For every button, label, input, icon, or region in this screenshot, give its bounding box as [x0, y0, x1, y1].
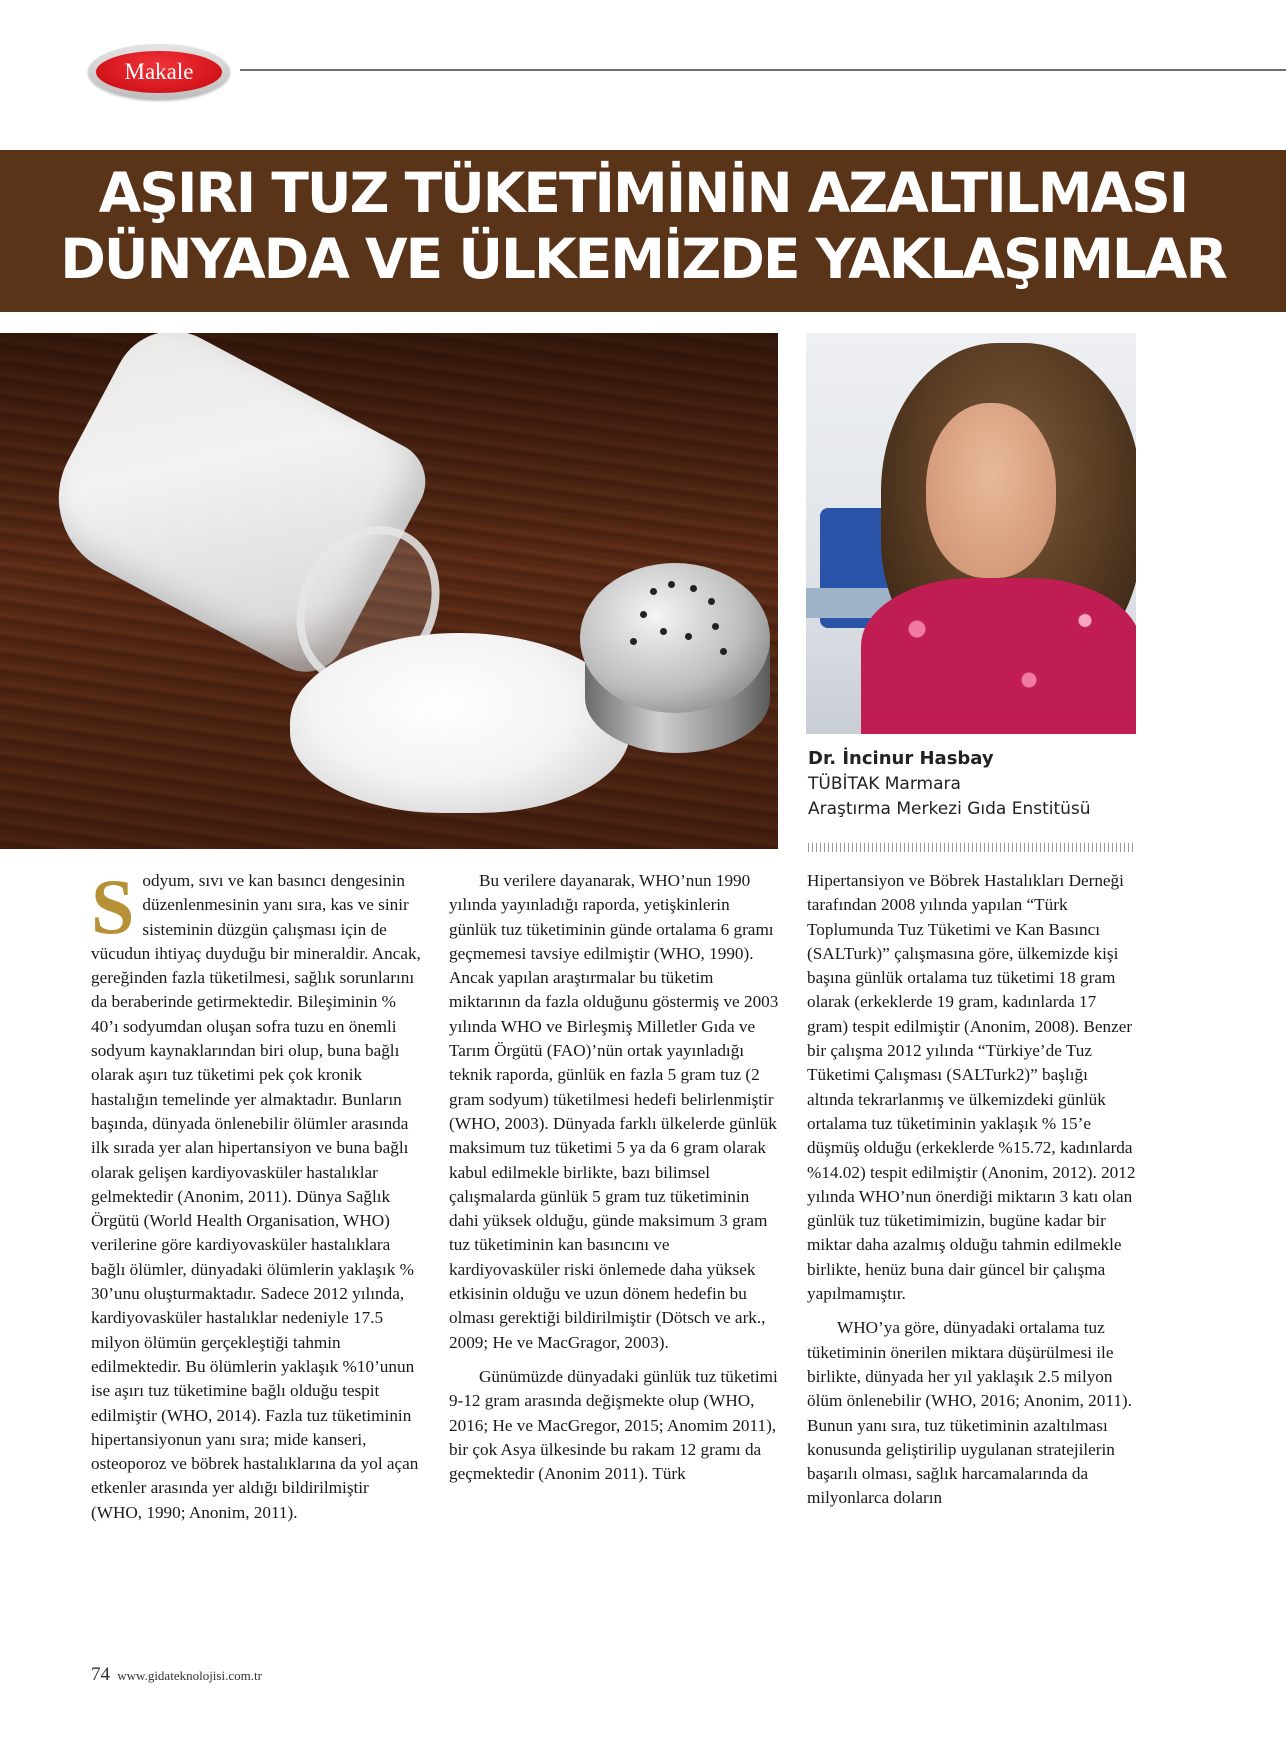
- cap-hole: [708, 598, 715, 605]
- column3-paragraph1: Hipertansiyon ve Böbrek Hastalıkları Derneği tarafından 2008 yılında yapılan “Türk Toplumunda Tuz Tüketimi ve Kan Basıncı (SALTurk)” çalışmasına göre, ülkemizde kişi başına günlük ortalama tuz tüketimi 18 gram olarak (erkeklerde 19 gram, kadınlarda 17 gram) tespit edilmiştir (Anonim, 2008). Benzer bir çalışma 2012 yılında “Türkiye’de Tuz Tüketimi Çalışması (SALTurk2)” başlığı altında tekrarlanmış ve ülkemizdeki günlük ortalama tuz tüketiminin yaklaşık % 15’e düşmüş olduğu (erkeklerde %15.72, kadınlarda %14.02) tespit edilmiştir (Anonim, 2012). 2012 yılında WHO’nun önerdiği miktarın 3 katı olan günlük tuz tüketimimizin, bugüne kadar bir miktar daha azalmış olduğu tahmin edilmekle birlikte, henüz buna dair güncel bir çalışma yapılmamıştır.: [807, 871, 1136, 1304]
- cap-hole: [668, 581, 675, 588]
- section-badge-label: Makale: [96, 51, 222, 93]
- salt-pile: [290, 633, 630, 813]
- article-title-line2: DÜNYADA VE ÜLKEMİZDE YAKLAŞIMLAR: [60, 227, 1226, 291]
- author-divider: [808, 843, 1136, 852]
- text-column-2: [449, 869, 779, 1496]
- portrait-dress: [861, 578, 1136, 734]
- column1-paragraph: [91, 863, 421, 1525]
- cap-hole: [640, 611, 647, 618]
- drop-cap: S: [91, 863, 135, 950]
- cap-hole: [690, 585, 697, 592]
- header-rule: [240, 69, 1286, 71]
- column2-paragraph1: Bu verilere dayanarak, WHO’nun 1990 yılında yayınladığı raporda, yetişkinlerin günlük tuz tüketiminin günde ortalama 6 gramı geçmemesi tavsiye edilmiştir (WHO, 1990). Ancak yapılan araştırmalar bu tüketim miktarının da fazla olduğunu göstermiş ve 2003 yılında WHO ve Birleşmiş Milletler Gıda ve Tarım Örgütü (FAO)’nün ortak yayınladığı teknik raporda, günlük en fazla 5 gram tuz (2 gram sodyum) tüketilmesi hedefi belirlenmiştir (WHO, 2003). Dünyada farklı ülkelerde günlük maksimum tuz tüketimi 5 ya da 6 gram olarak kabul edilmekle birlikte, bazı bilimsel çalışmalarda günlük 5 gram tuz tüketiminin dahi yüksek olduğu, günde maksimum 3 gram tuz tüketiminin kan basıncını ve kardiyovasküler riski önlemede daha yüksek etkisinin olduğu ve uzun dönem hedefin bu olması gerektiği bildirilmiştir (Dötsch ve ark., 2009; He ve MacGragor, 2003).: [449, 871, 779, 1352]
- column3-paragraph2: WHO’ya göre, dünyadaki ortalama tuz tüketiminin önerilen miktara düşürülmesi ile birlikte, dünyada her yıl yaklaşık 2.5 milyon ölüm önlenebilir (WHO, 2016; Anonim, 2011). Bunun yanı sıra, tuz tüketiminin azaltılması konusunda geliştirilip uygulanan stratejilerin başarılı olması, sağlık harcamalarında da milyonlarca doların: [807, 1318, 1132, 1508]
- shaker-cap: [580, 563, 770, 713]
- author-org-line1: TÜBİTAK Marmara: [808, 774, 961, 794]
- author-block: [808, 746, 1091, 822]
- text-column-1: [91, 863, 421, 1535]
- footer-website: www.gidateknolojisi.com.tr: [117, 1668, 262, 1683]
- article-title-line1: AŞIRI TUZ TÜKETİMİNİN AZALTILMASI: [98, 161, 1188, 225]
- page-number: 74: [91, 1664, 110, 1685]
- page-footer: [91, 1664, 262, 1686]
- cap-hole: [712, 623, 719, 630]
- cap-hole: [650, 588, 657, 595]
- author-portrait-photo: [806, 333, 1136, 734]
- cap-hole: [720, 648, 727, 655]
- author-org-line2: Araştırma Merkezi Gıda Enstitüsü: [808, 799, 1091, 819]
- section-badge: [88, 44, 230, 100]
- author-name: Dr. İncinur Hasbay: [808, 748, 994, 769]
- column2-paragraph2: Günümüzde dünyadaki günlük tuz tüketimi 9-12 gram arasında değişmekte olup (WHO, 2016; He ve MacGregor, 2015; Anomim 2011), bir çok Asya ülkesinde bu rakam 12 gramı da geçmektedir (Anonim 2011). Türk: [449, 1366, 778, 1484]
- column1-paragraph1-text: odyum, sıvı ve kan basıncı dengesinin düzenlenmesinin yanı sıra, kas ve sinir sisteminin düzgün çalışması için de vücudun ihtiyaç duyduğu bir mineraldir. Ancak, gereğinden fazla tüketilmesi, sağlık sorunlarını da beraberinde getirmektedir. Bileşiminin % 40’ı sodyumdan oluşan sofra tuzu en önemli sodyum kaynaklarından biri olup, buna bağlı olarak aşırı tuz tüketimi pek çok kronik hastalığın temelinde yer almaktadır. Bunların başında, dünyada önlenebilir ölümler arasında ilk sırada yer alan hipertansiyon ve buna bağlı olarak gelişen kardiyovasküler hastalıklar gelmektedir (Anonim, 2011). Dünya Sağlık Örgütü (World Health Organisation, WHO) verilerine göre kardiyovasküler hastalıklara bağlı ölümler, dünyadaki ölümlerin yaklaşık % 30’unu oluşturmaktadır. Sadece 2012 yılında, kardiyovasküler hastalıklar nedeniyle 17.5 milyon ölümün gerçekleştiği tahmin edilmektedir. Bu ölümlerin yaklaşık %10’unun ise aşırı tuz tüketimine bağlı olduğu tespit edilmiştir (WHO, 2014). Fazla tuz tüketiminin hipertansiyonun yanı sıra; mide kanseri, osteoporoz ve böbrek hastalıklarına da yol açan etkenler arasında yer aldığı bildirilmiştir (WHO, 1990; Anonim, 2011).: [91, 871, 421, 1522]
- portrait-face: [926, 403, 1056, 578]
- cap-hole: [660, 628, 667, 635]
- cap-hole: [630, 638, 637, 645]
- salt-shaker-photo: [0, 333, 778, 849]
- text-column-3: [807, 869, 1137, 1521]
- cap-hole: [685, 633, 692, 640]
